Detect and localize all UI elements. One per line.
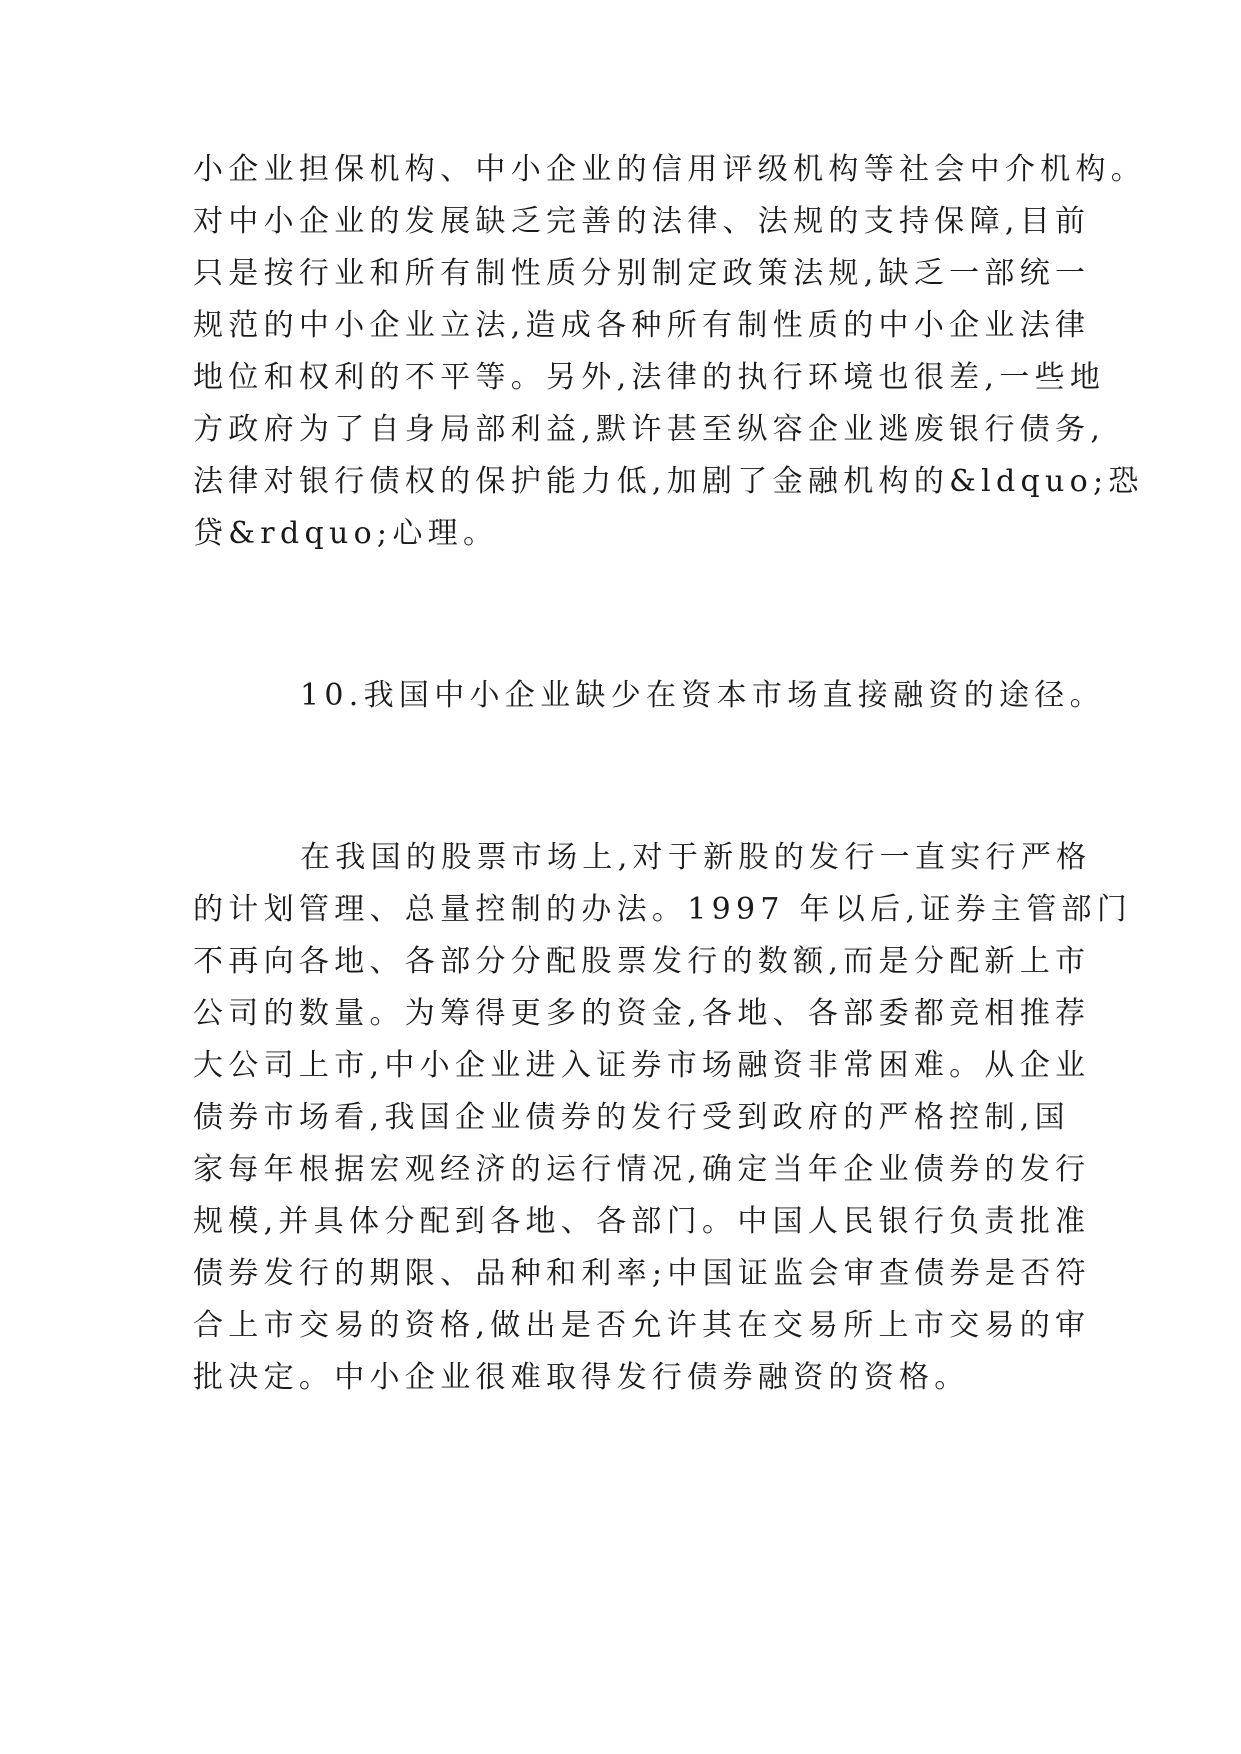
text-line: 不再向各地、各部分分配股票发行的数额,而是分配新上市: [193, 944, 1091, 979]
text-line: 方政府为了自身局部利益,默许甚至纵容企业逃废银行债务,: [193, 412, 1106, 447]
text-line: 合上市交易的资格,做出是否允许其在交易所上市交易的审: [193, 1308, 1091, 1343]
text-line: 公司的数量。为筹得更多的资金,各地、各部委都竞相推荐: [193, 996, 1091, 1031]
text-line: 地位和权利的不平等。另外,法律的执行环境也很差,一些地: [193, 360, 1106, 395]
text-line: 规模,并具体分配到各地、各部门。中国人民银行负责批准: [193, 1204, 1091, 1239]
text-line: 对中小企业的发展缺乏完善的法律、法规的支持保障,目前: [193, 204, 1091, 239]
text-line: 规范的中小企业立法,造成各种所有制性质的中小企业法律: [193, 308, 1091, 343]
text-line: 法律对银行债权的保护能力低,加剧了金融机构的&ldquo;恐: [193, 464, 1144, 499]
text-line: 在我国的股票市场上,对于新股的发行一直实行严格: [300, 840, 1092, 875]
text-line: 家每年根据宏观经济的运行情况,确定当年企业债券的发行: [193, 1152, 1091, 1187]
text-line: 的计划管理、总量控制的办法。1997 年以后,证券主管部门: [193, 892, 1133, 927]
text-line: 小企业担保机构、中小企业的信用评级机构等社会中介机构。: [193, 152, 1147, 187]
text-line: 批决定。中小企业很难取得发行债券融资的资格。: [193, 1360, 970, 1395]
section-heading: 10.我国中小企业缺少在资本市场直接融资的途径。: [300, 678, 1105, 713]
text-line: 大公司上市,中小企业进入证券市场融资非常困难。从企业: [193, 1048, 1091, 1083]
text-line: 只是按行业和所有制性质分别制定政策法规,缺乏一部统一: [193, 256, 1091, 291]
text-line: 债券市场看,我国企业债券的发行受到政府的严格控制,国: [193, 1100, 1070, 1135]
text-line: 贷&rdquo;心理。: [193, 516, 499, 551]
text-line: 债券发行的期限、品种和利率;中国证监会审查债券是否符: [193, 1256, 1091, 1291]
